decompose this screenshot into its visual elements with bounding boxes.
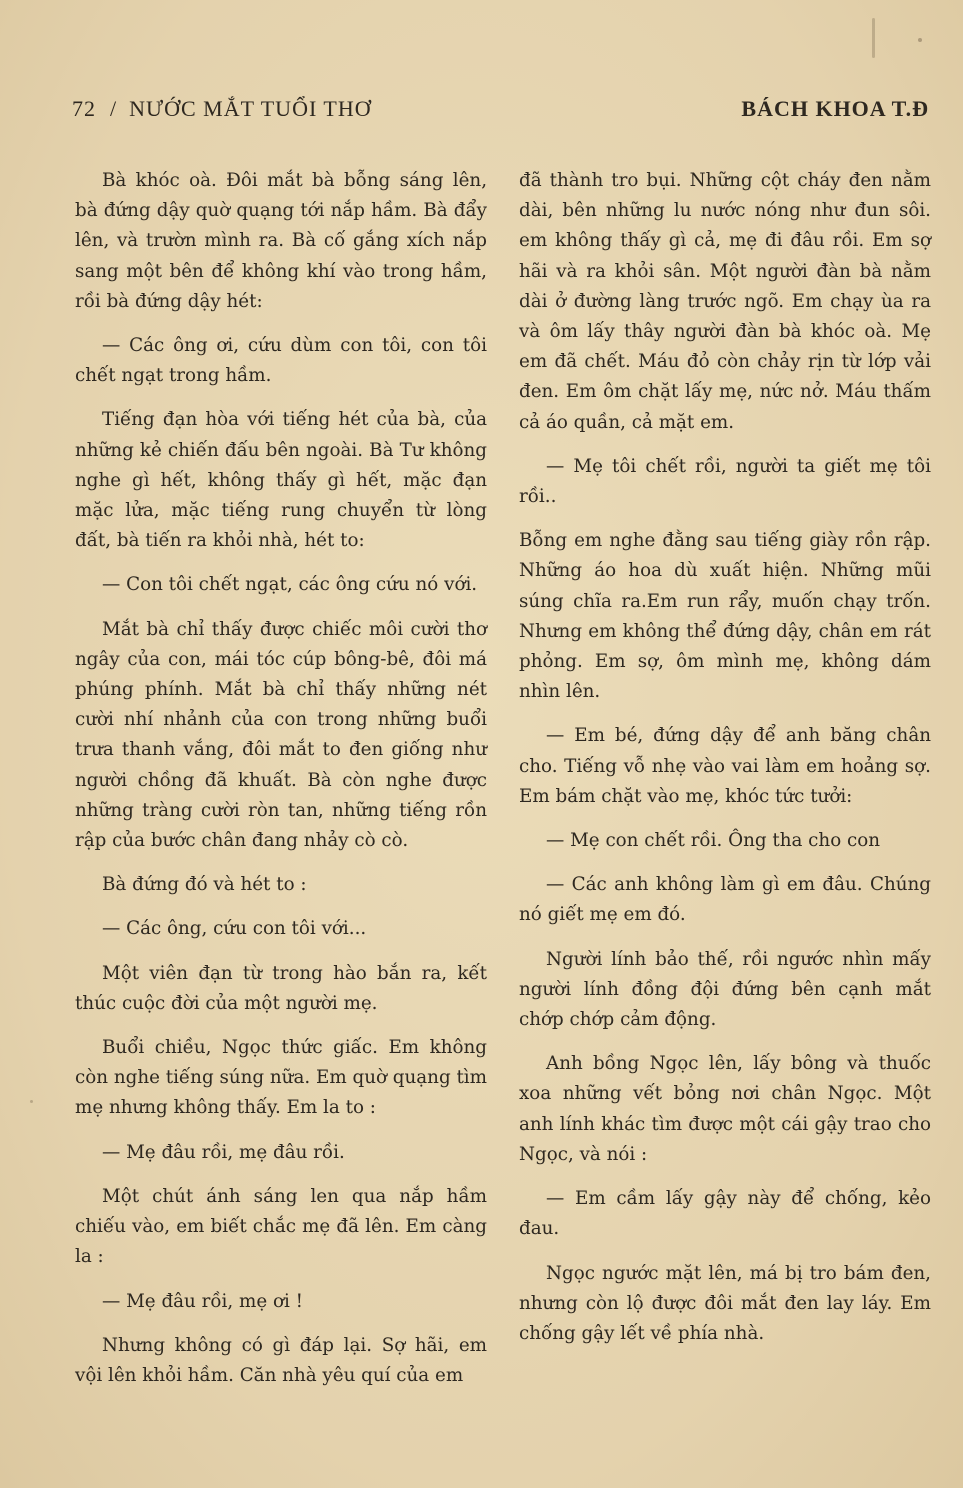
paragraph: Người lính bảo thế, rồi ngước nhìn mấy người lính đồng đội đứng bên cạnh mắt chớp chớp cảm động.: [519, 948, 931, 1031]
right-column: [519, 166, 931, 1363]
paragraph: — Mẹ đâu rồi, mẹ đâu rồi.: [102, 1141, 345, 1163]
paragraph: — Các ông ơi, cứu dùm con tôi, con tôi chết ngạt trong hầm.: [75, 335, 487, 387]
header-left: [72, 96, 372, 122]
paragraph: Nhưng không có gì đáp lại. Sợ hãi, em vội lên khỏi hầm. Căn nhà yêu quí của em: [75, 1334, 487, 1386]
paper-speck: [480, 1340, 483, 1343]
paragraph: — Em bé, đứng dậy để anh băng chân cho. Tiếng vỗ nhẹ vào vai làm em hoảng sợ. Em bám chặt vào mẹ, khóc tức tưởi:: [519, 725, 931, 807]
paragraph: — Con tôi chết ngạt, các ông cứu nó với.: [102, 574, 478, 596]
paper-speck: [872, 18, 875, 58]
paragraph: — Mẹ tôi chết rồi, người ta giết mẹ tôi rồi..: [519, 455, 931, 508]
header-separator: /: [110, 96, 118, 121]
paragraph: Mắt bà chỉ thấy được chiếc môi cười thơ ngây của con, mái tóc cúp bông-bê, đôi má phúng phính. Mắt bà chỉ thấy những nét cười nhí nhảnh của con trong những buổi trưa thanh vắng, đôi mắt to đen giống như người chồng đã khuất. Bà còn nghe được những tràng cười ròn tan, những tiếng rồn rập của bước chân đang nhảy cò cò.: [75, 618, 487, 852]
paragraph: — Em cầm lấy gậy này để chống, kẻo đau.: [519, 1188, 931, 1240]
page-number: 72: [72, 96, 96, 121]
paragraph: Bỗng em nghe đằng sau tiếng giày rồn rập. Những áo hoa dù xuất hiện. Những mũi súng chĩa ra.Em run rẩy, muốn chạy trốn. Nhưng em không thể đứng dậy, chân em rát phỏng. Em sợ, ôm mình mẹ, không dám nhìn lên.: [519, 530, 931, 703]
left-column: [75, 166, 487, 1405]
book-title: NƯỚC MẮT TUỔI THƠ: [129, 96, 372, 121]
paragraph: Tiếng đạn hòa với tiếng hét của bà, của những kẻ chiến đấu bên ngoài. Bà Tư không nghe gì hết, không thấy gì hết, mặc đạn mặc lửa, mặc tiếng rung chuyển từ lòng đất, bà tiến ra khỏi nhà, hét to:: [75, 409, 487, 552]
paragraph: — Mẹ con chết rồi. Ông tha cho con: [546, 830, 881, 852]
paragraph: Một viên đạn từ trong hào bắn ra, kết thúc cuộc đời của một người mẹ.: [75, 962, 487, 1014]
paragraph: Bà đứng đó và hét to :: [102, 874, 307, 896]
paragraph: — Mẹ đâu rồi, mẹ ơi !: [102, 1290, 303, 1312]
paragraph: Buổi chiều, Ngọc thức giấc. Em không còn nghe tiếng súng nữa. Em quờ quạng tìm mẹ nhưng không thấy. Em la to :: [75, 1037, 487, 1119]
paragraph: Một chút ánh sáng len qua nắp hầm chiếu vào, em biết chắc mẹ đã lên. Em càng la :: [75, 1185, 487, 1268]
paragraph: — Các anh không làm gì em đâu. Chúng nó giết mẹ em đó.: [519, 874, 931, 926]
paper-speck: [30, 1100, 33, 1103]
paragraph-continued: đã thành tro bụi. Những cột cháy đen nằm dài, bên những lu nước nóng như đun sôi. em không thấy gì cả, mẹ đi đâu rồi. Em sợ hãi và ra khỏi sân. Một người đàn bà nằm dài ở đường làng trước ngõ. Em chạy ùa ra và ôm lấy thây người đàn bà khóc oà. Mẹ em đã chết. Máu đỏ còn chảy rịn từ lớp vải đen. Em ôm chặt lấy mẹ, nức nở. Máu thấm cả áo quần, cả mặt em.: [519, 170, 931, 433]
paragraph: Bà khóc oà. Đôi mắt bà bỗng sáng lên, bà đứng dậy quờ quạng tới nắp hầm. Bà đẩy lên, và trườn mình ra. Bà cố gắng xích nắp sang một bên để không khí vào trong hầm, rồi bà đứng dậy hét:: [75, 170, 487, 312]
paragraph: — Các ông, cứu con tôi với...: [102, 918, 367, 940]
page-header: [72, 96, 929, 136]
paper-speck: [918, 38, 922, 42]
publication-name: BÁCH KHOA T.Đ: [741, 96, 929, 121]
paragraph: Anh bồng Ngọc lên, lấy bông và thuốc xoa những vết bỏng nơi chân Ngọc. Một anh lính khác tìm được một cái gậy trao cho Ngọc, và nói :: [519, 1053, 931, 1165]
paragraph: Ngọc ngước mặt lên, má bị tro bám đen, nhưng còn lộ được đôi mắt đen lay láy. Em chống gậy lết về phía nhà.: [519, 1262, 931, 1344]
